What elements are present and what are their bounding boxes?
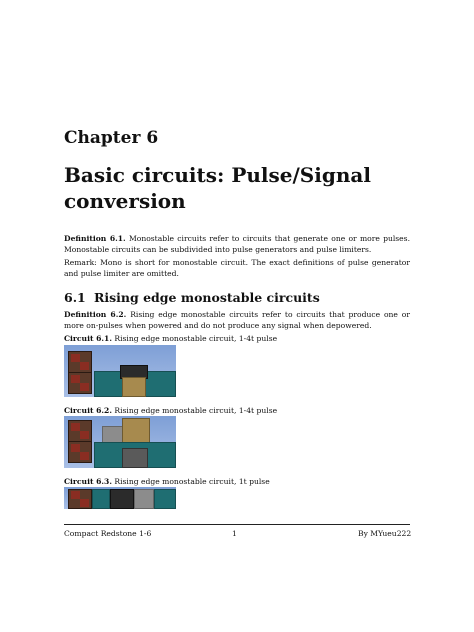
circuit-6-3-caption: [64, 477, 270, 487]
circuit-6-1-image: [64, 345, 176, 397]
circuit-6-2-text: Rising edge monostable circuit, 1-4t pulse: [114, 406, 278, 415]
chapter-label: Chapter 6: [64, 128, 159, 148]
redstone-lamp-block: [68, 441, 92, 463]
circuit-6-3-text: Rising edge monostable circuit, 1t pulse: [114, 477, 270, 486]
definition-6-2-label: Definition 6.2.: [64, 310, 127, 319]
redstone-lamp-block: [68, 351, 92, 373]
remark-paragraph: Remark: Mono is short for monostable circuit. The exact definitions of pulse generator and pulse limiter are omitted.: [64, 258, 410, 278]
circuit-6-1-text: Rising edge monostable circuit, 1-4t pulse: [114, 334, 278, 343]
section-number: 6.1: [64, 290, 86, 305]
circuit-6-2-caption: [64, 406, 277, 416]
redstone-lamp-block: [68, 372, 92, 394]
circuit-6-1-label: Circuit 6.1.: [64, 334, 112, 343]
footer-title: Compact Redstone 1-6: [64, 529, 152, 538]
dark-block: [110, 489, 134, 509]
observer-block: [122, 377, 146, 397]
definition-6-2-text: Rising edge monostable circuits refer to circuits that produce one or more on-pulses when powered and do not produce any signal when depowered.: [64, 310, 411, 330]
definition-6-1-label: Definition 6.1.: [64, 234, 126, 243]
definition-6-1-text: Monostable circuits refer to circuits that generate one or more pulses. Monostable circuits can be subdivided into pulse generators and pulse limiters.: [64, 234, 410, 254]
circuit-6-1-caption: [64, 334, 277, 344]
definition-6-1: [64, 234, 410, 255]
circuit-6-2-image: [64, 416, 176, 468]
chapter-title: Basic circuits: Pulse/Signal conversion: [64, 163, 371, 213]
stone-block: [134, 489, 154, 509]
circuit-6-3-image: [64, 487, 176, 509]
footer-divider: [64, 524, 410, 525]
page-number: 1: [232, 529, 237, 538]
definition-6-2: [64, 310, 410, 331]
section-title: Rising edge monostable circuits: [94, 290, 320, 305]
circuit-6-3-label: Circuit 6.3.: [64, 477, 112, 486]
section-heading: [64, 290, 320, 305]
teal-block: [154, 489, 176, 509]
piston-block: [122, 448, 148, 468]
redstone-lamp-block: [68, 420, 92, 442]
footer-author: By MYueu222: [358, 529, 412, 538]
circuit-6-2-label: Circuit 6.2.: [64, 406, 112, 415]
redstone-lamp-block: [68, 489, 92, 509]
teal-block: [92, 489, 110, 509]
